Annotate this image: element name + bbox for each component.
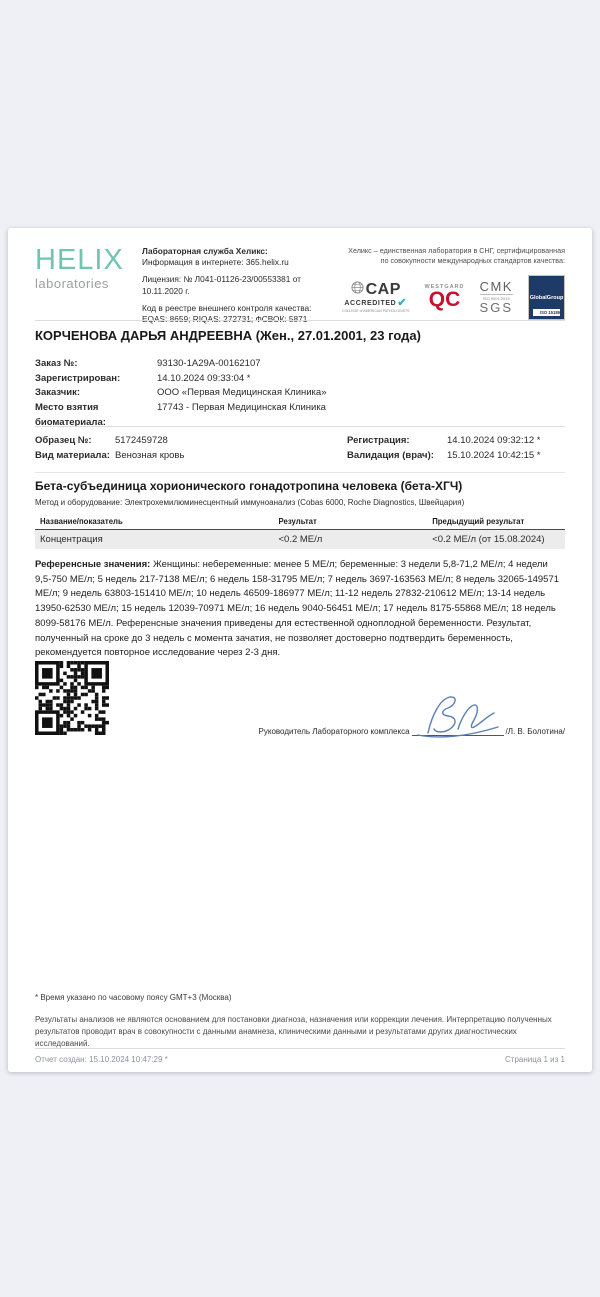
test-section [35, 479, 565, 661]
page-number: Страница 1 из 1 [505, 1055, 565, 1064]
report-header [35, 246, 565, 325]
cell-previous-result: <0.2 МЕ/л (от 15.08.2024) [427, 530, 565, 550]
sample-material: Венозная кровь [115, 449, 185, 461]
sample-row: Валидация (врач): 15.10.2024 10:42:15 * [347, 449, 565, 464]
cell-result: <0.2 МЕ/л [274, 530, 428, 550]
test-method: Метод и оборудование: Электрохемилюминесцентный иммуноанализ (Cobas 6000, Roche Diagnostics, Швейцария) [35, 498, 465, 507]
signature-role-label: Руководитель Лабораторного комплекса [258, 727, 410, 736]
reference-label: Референсные значения: [35, 559, 151, 570]
certifications-block [342, 246, 565, 325]
sample-info [35, 434, 565, 463]
lab-license: Лицензия: № Л041-01126-23/00553381 от 10.11.2020 г. [142, 274, 301, 296]
lab-quality-line1: Код в реестре внешнего контроля качества: [142, 302, 312, 313]
helix-logo-subtitle: laboratories [35, 276, 109, 291]
test-title: Бета-субъединица хорионического гонадотропина человека (бета-ХГЧ) [35, 479, 463, 493]
helix-logo-title: HELIX [35, 244, 124, 276]
sample-row: Регистрация: 14.10.2024 09:32:12 * [347, 434, 565, 449]
cap-accredited-logo [342, 281, 409, 313]
col-header-previous: Предыдущий результат [427, 515, 565, 530]
table-row [35, 530, 565, 550]
sample-validation: 15.10.2024 10:42:15 * [447, 449, 541, 461]
reference-text: Женщины: небеременные: менее 5 МЕ/л; беременные: 3 недели 5,8-71,2 МЕ/л; 4 недели 9,5-750 МЕ/л; 5 недель 217-7138 МЕ/л; 6 недель 158-31795 МЕ/л; 7 недель 3697-163563 МЕ/л; 8 недель 32065-149571 МЕ/л; 9 недель 63803-151410 МЕ/л; 10 недель 46509-186977 МЕ/л; 11-12 недель 27832-210612 МЕ/л; 13-14 недель 13950-62530 МЕ/л; 15 недель 12039-70971 МЕ/л; 16 недель 9040-56451 МЕ/л; 17 недель 8175-55868 МЕ/л; 18 недель 8099-58176 МЕ/л. Референсные значения приведены для естественной одноплодной беременности. Результат, полученный на сроке до 3 недель с момента зачатия, не позволяет достоверно подтвердить беременность, рекомендуется повторное исследование через 2-3 дня. [35, 559, 560, 659]
iso-label: ISO 9001:2015 [480, 294, 513, 301]
sgs-label: SGS [479, 299, 513, 315]
westgard-label: WESTGARD [424, 284, 465, 291]
qc-label: QC [428, 288, 461, 312]
globalgroup-label: GlobalGroup [529, 294, 564, 301]
reference-values [35, 558, 565, 661]
sample-row: Вид материала: Венозная кровь [35, 449, 347, 464]
sample-row: Образец №: 5172459728 [35, 434, 347, 449]
lab-service-name: Лабораторная служба Хеликс: [142, 246, 268, 256]
cell-indicator-name: Концентрация [35, 530, 274, 550]
signature-name: /Л. В. Болотина/ [505, 727, 565, 736]
globalgroup-iso-band: ISO 15189 [533, 309, 560, 316]
cert-logos-row [342, 275, 565, 320]
lab-quality-line2: EQAS: 8659; RIQAS: 272731; ФСВОК: 5871 [142, 313, 308, 324]
cert-note: Хеликс – единственная лаборатория в СНГ, сертифицированная по совокупности международных стандартов качества: [348, 246, 565, 266]
sample-number: 5172459728 [115, 435, 168, 446]
cmk-label: CMK [479, 278, 513, 294]
order-info [35, 357, 565, 431]
order-row: Заказ №: 93130-1A29A-00162107 [35, 357, 565, 372]
qr-code [35, 661, 109, 735]
cap-fineprint: COLLEGE of AMERICAN PATHOLOGISTS [342, 309, 410, 314]
order-row: Место взятия биоматериала: 17743 - Первая Медицинская Клиника [35, 401, 565, 430]
timezone-note: * Время указано по часовому поясу GMT+3 (Москва) [35, 993, 232, 1002]
signature-block [35, 726, 565, 736]
divider [35, 320, 565, 321]
sample-registration: 14.10.2024 09:32:12 * [447, 435, 541, 446]
divider [35, 426, 565, 427]
report-page [8, 228, 592, 1072]
cap-subtitle: ACCREDITED [344, 300, 397, 308]
order-customer: ООО «Первая Медицинская Клиника» [157, 387, 327, 399]
report-created: Отчет создан: 15.10.2024 10:47:29 * [35, 1055, 168, 1064]
order-collection-place: 17743 - Первая Медицинская Клиника [157, 402, 326, 414]
order-number: 93130-1A29A-00162107 [157, 358, 261, 369]
order-registered: 14.10.2024 09:33:04 * [157, 372, 251, 384]
checkmark-icon: ✔ [397, 297, 408, 310]
cap-title: CAP [365, 281, 401, 299]
handwritten-signature [406, 693, 506, 739]
signature-line [412, 726, 504, 736]
westgard-qc-logo [424, 284, 464, 310]
globalgroup-certification-logo [528, 275, 565, 320]
lab-service-info: Информация в интернете: 365.helix.ru [142, 257, 289, 268]
divider [35, 1048, 565, 1049]
globe-icon [351, 281, 364, 299]
report-footer [35, 1055, 565, 1064]
helix-logo [35, 246, 132, 325]
cmk-sgs-logo [480, 280, 513, 315]
results-table [35, 515, 565, 549]
patient-name-line: КОРЧЕНОВА ДАРЬЯ АНДРЕЕВНА (Жен., 27.01.2001, 23 года) [35, 328, 421, 343]
col-header-result: Результат [274, 515, 428, 530]
order-row: Зарегистрирован: 14.10.2024 09:33:04 * [35, 372, 565, 387]
divider [35, 472, 565, 473]
lab-info [142, 246, 342, 325]
results-disclaimer: Результаты анализов не являются основанием для постановки диагноза, назначения или коррекции лечения. Интерпретацию полученных результатов проводит врач в совокупности с данными анамнеза, клиническими данными и результатами других диагностических исследований. [35, 1015, 552, 1048]
order-row: Заказчик: ООО «Первая Медицинская Клиника» [35, 386, 565, 401]
col-header-name: Название/показатель [35, 515, 274, 530]
